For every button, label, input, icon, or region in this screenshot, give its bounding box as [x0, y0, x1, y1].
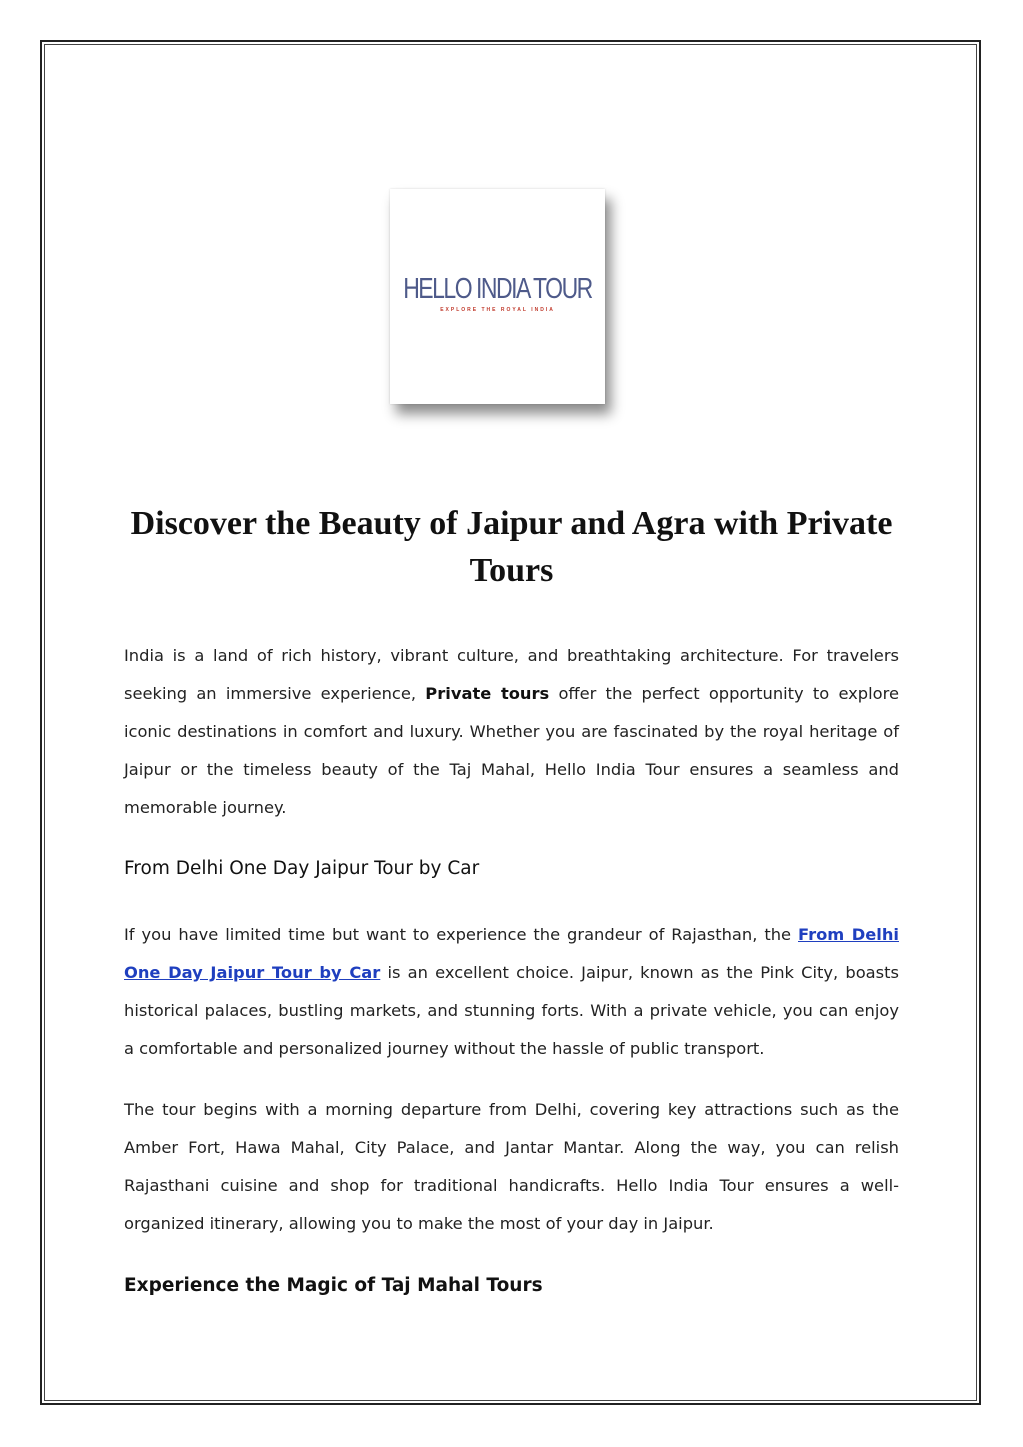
jaipur-tour-link[interactable]: From Delhi One Day Jaipur Tour by Car	[124, 925, 899, 982]
section-heading-taj-mahal: Experience the Magic of Taj Mahal Tours	[124, 1275, 543, 1296]
section-heading-jaipur-tour: From Delhi One Day Jaipur Tour by Car	[124, 858, 480, 879]
jaipur-paragraph-2: The tour begins with a morning departure from Delhi, covering key attractions such as the Amber Fort, Hawa Mahal, City Palace, and Jantar Mantar. Along the way, you can relish Rajasthani cuisine and shop for traditional handicrafts. Hello India Tour ensures a well-organized itinerary, allowing you to make the most of your day in Jaipur.	[124, 1100, 899, 1233]
logo	[390, 189, 605, 404]
jaipur-text-1: If you have limited time but want to experience the grandeur of Rajasthan, the	[124, 925, 798, 944]
intro-text-2: offer the perfect opportunity to explore iconic destinations in comfort and luxury. Whether you are fascinated by the royal heritage of Jaipur or the timeless beauty of the Taj Mahal, Hello India Tour ensures a seamless and memorable journey.	[124, 684, 899, 817]
page-title: Discover the Beauty of Jaipur and Agra with Private Tours	[130, 505, 893, 589]
logo-wordmark: HELLO INDIA TOUR	[403, 271, 592, 305]
intro-text-1: India is a land of rich history, vibrant culture, and breathtaking architecture. For travelers seeking an immersive experience,	[124, 646, 899, 703]
jaipur-paragraph-1	[124, 916, 899, 1068]
logo-tagline: EXPLORE THE ROYAL INDIA	[440, 307, 555, 313]
jaipur-text-2: is an excellent choice. Jaipur, known as the Pink City, boasts historical palaces, bustling markets, and stunning forts. With a private vehicle, you can enjoy a comfortable and personalized journey without the hassle of public transport.	[124, 963, 899, 1058]
intro-paragraph	[124, 637, 899, 827]
intro-bold-private-tours: Private tours	[425, 684, 550, 703]
